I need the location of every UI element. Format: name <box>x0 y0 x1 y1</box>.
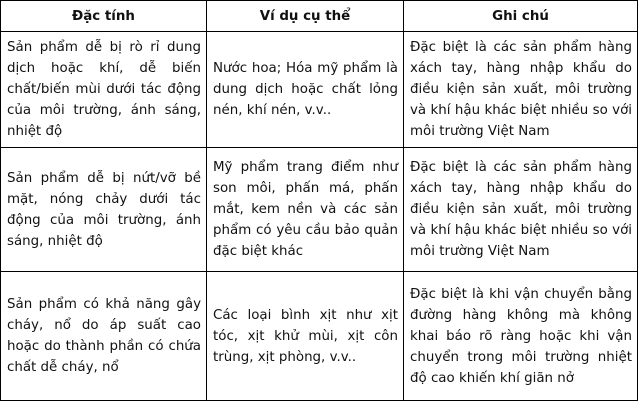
example-cell: Mỹ phẩm trang điểm như son môi, phấn má, phấn mắt, kem nền và các sản phẩm có yêu cầu bảo quản đặc biệt khác <box>207 148 404 272</box>
header-row <box>1 1 638 32</box>
table-row <box>1 148 638 272</box>
table-row <box>1 32 638 148</box>
example-cell: Các loại bình xịt như xịt tóc, xịt khử mùi, xịt côn trùng, xịt phòng, v.v.. <box>207 272 404 401</box>
note-cell: Đặc biệt là các sản phẩm hàng xách tay, hàng nhập khẩu do điều kiện sản xuất, môi trường và khí hậu khác biệt nhiều so với môi trường Việt Nam <box>404 148 638 272</box>
table-body <box>1 32 638 401</box>
header-characteristic: Đặc tính <box>1 1 207 32</box>
note-cell: Đặc biệt là các sản phẩm hàng xách tay, hàng nhập khẩu do điều kiện sản xuất, môi trường và khí hậu khác biệt nhiều so với môi trường Việt Nam <box>404 32 638 148</box>
header-example: Ví dụ cụ thể <box>207 1 404 32</box>
note-cell: Đặc biệt là khi vận chuyển bằng đường hàng không mà không khai báo rõ ràng hoặc khi vận chuyển trong môi trường nhiệt độ cao khiến khí giãn nở <box>404 272 638 401</box>
characteristic-cell: Sản phẩm có khả năng gây cháy, nổ do áp suất cao hoặc do thành phần có chứa chất dễ cháy, nổ <box>1 272 207 401</box>
header-note: Ghi chú <box>404 1 638 32</box>
table-row <box>1 272 638 401</box>
table-header <box>1 1 638 32</box>
characteristic-cell: Sản phẩm dễ bị rò rỉ dung dịch hoặc khí, dễ biến chất/biến mùi dưới tác động của môi trường, ánh sáng, nhiệt độ <box>1 32 207 148</box>
characteristic-cell: Sản phẩm dễ bị nứt/vỡ bề mặt, nóng chảy dưới tác động của môi trường, ánh sáng, nhiệt độ <box>1 148 207 272</box>
example-cell: Nước hoa; Hóa mỹ phẩm là dung dịch hoặc chất lỏng nén, khí nén, v.v.. <box>207 32 404 148</box>
